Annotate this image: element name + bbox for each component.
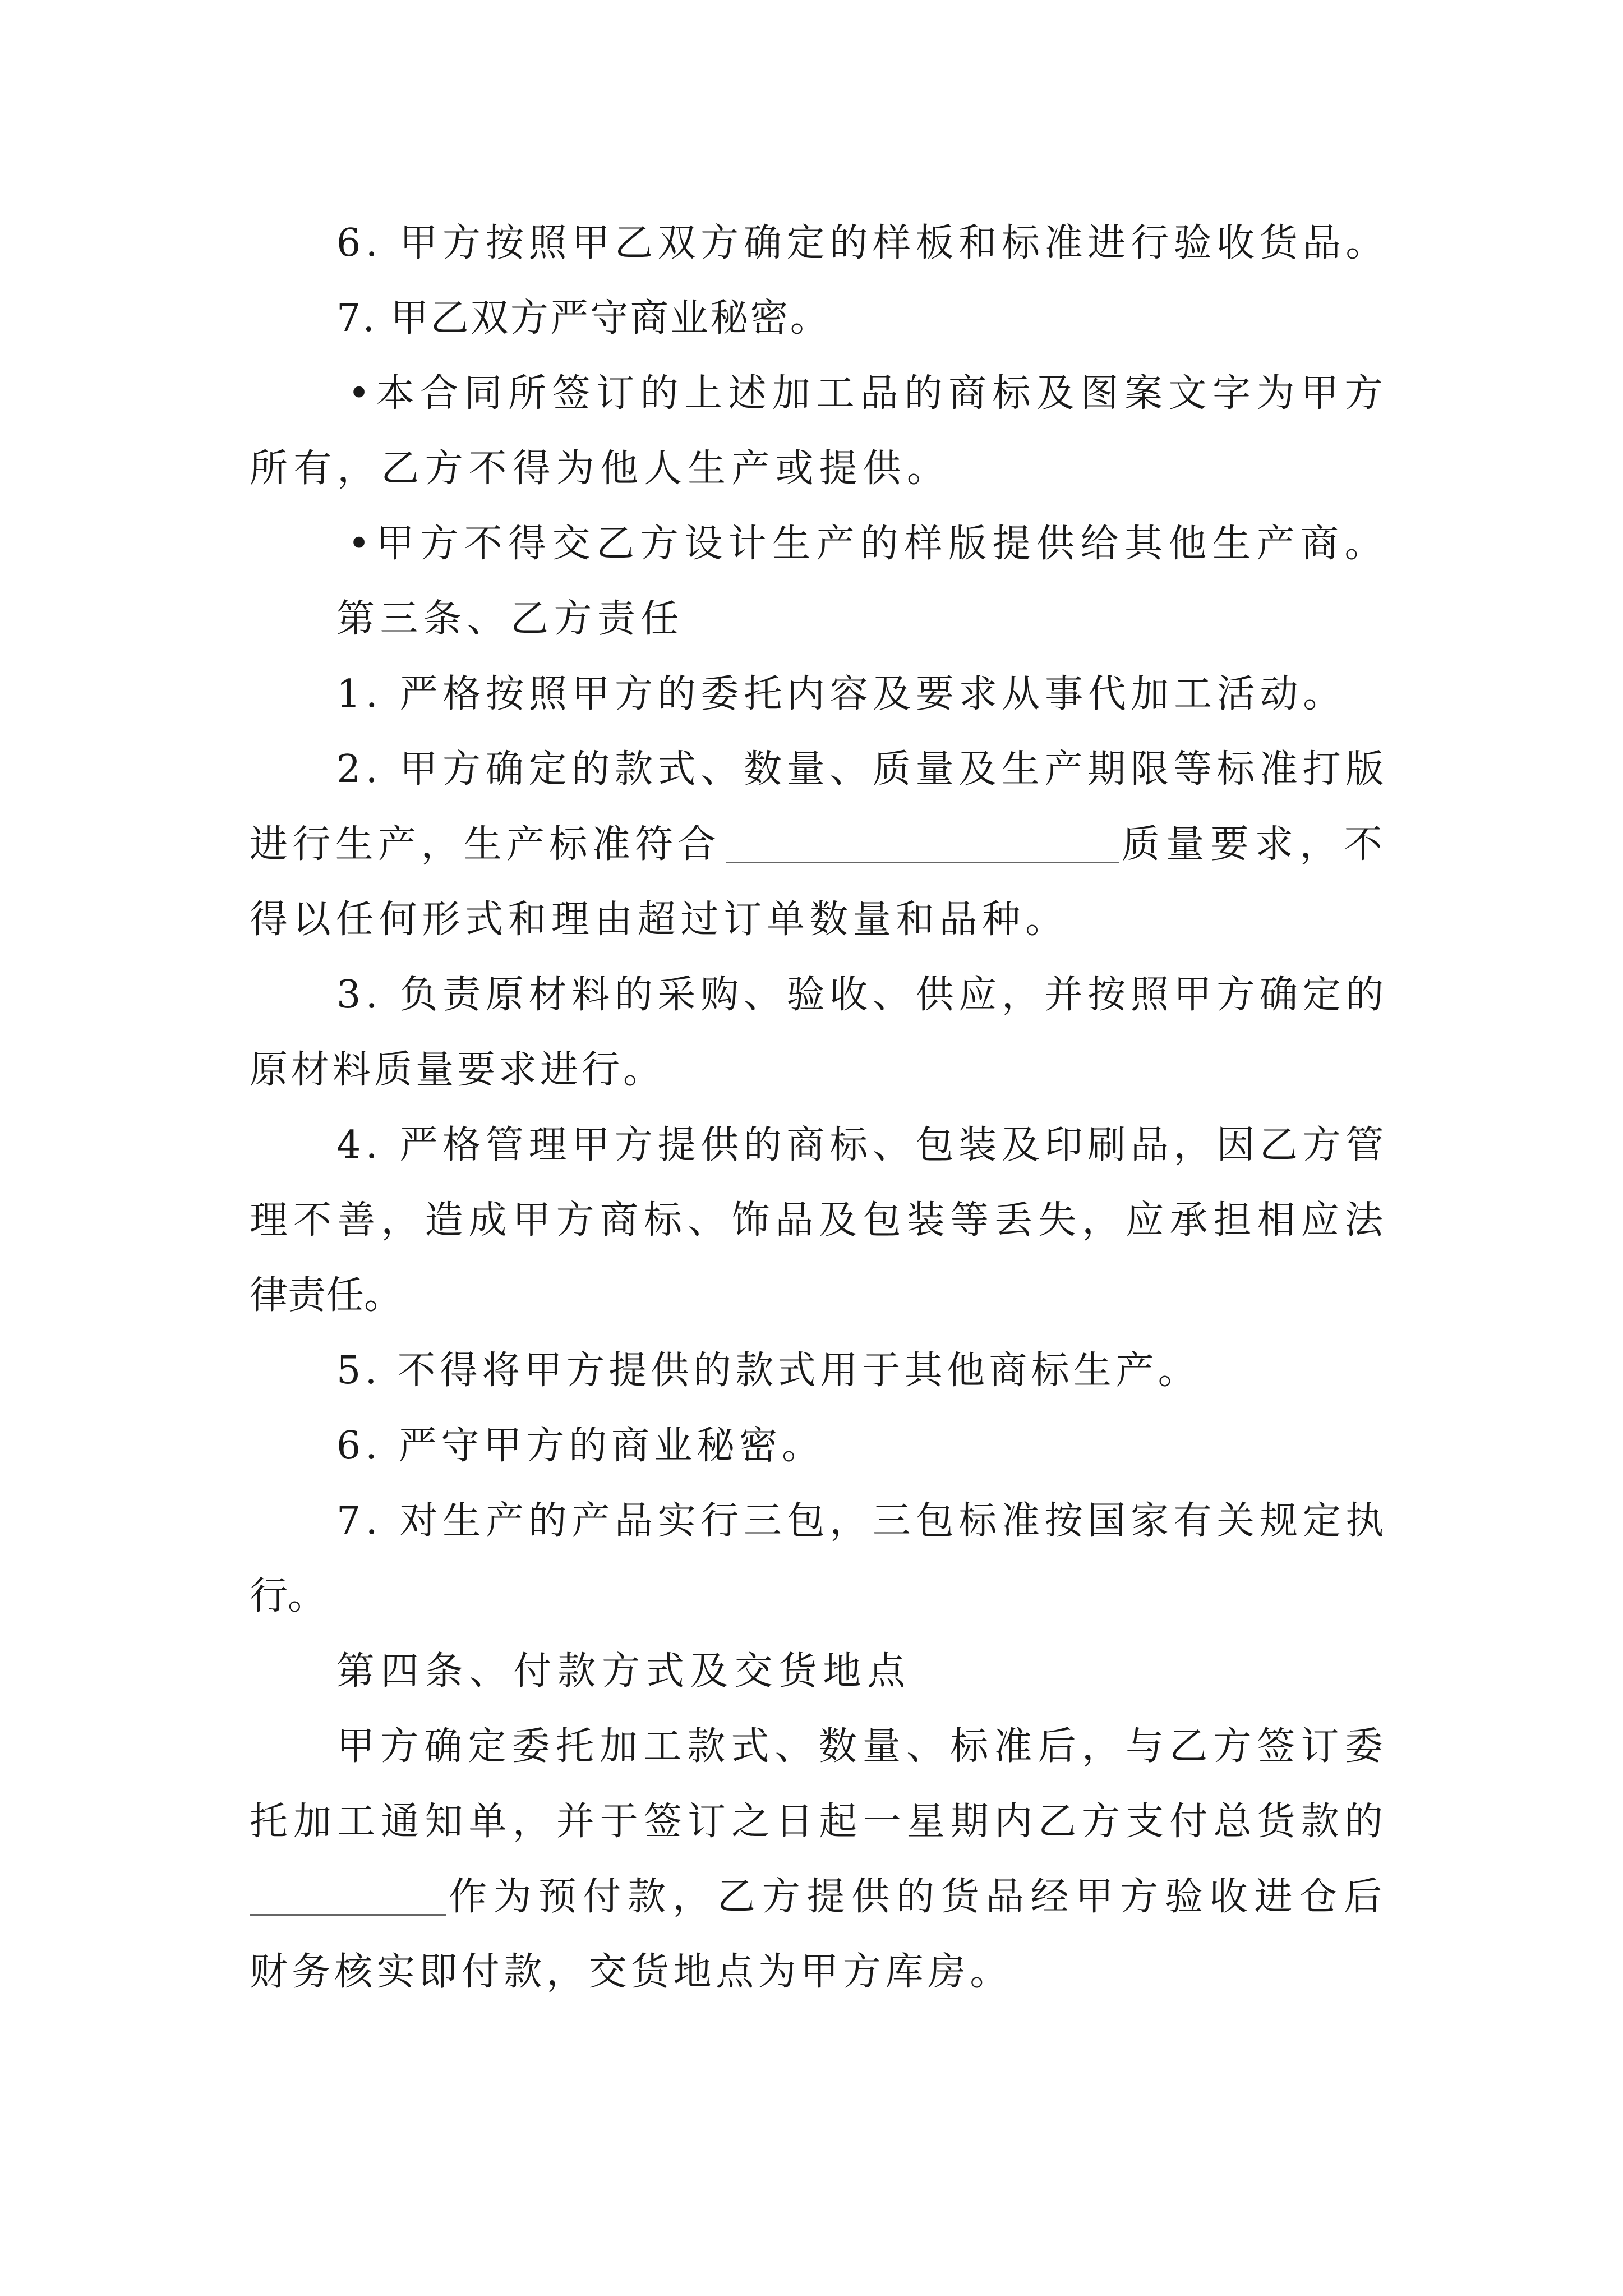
party-b-clause-3-cont: 原材料质量要求进行。 [250,1048,665,1092]
clause-line [0,1939,1623,2006]
party-b-clause-2-end: 得以任何形式和理由超过订单数量和品种。 [250,898,1068,942]
section-heading [0,1638,1623,1705]
prepayment-ratio-blank [250,1880,446,1916]
payment-terms: 甲方确定委托加工款式、数量、标准后，与乙方签订委 [336,1724,1389,1769]
party-b-clause-3: 3. 负责原材料的采购、验收、供应，并按照甲方确定的 [336,973,1389,1017]
clause-line [0,1713,1623,1780]
party-b-clause-1: 1. 严格按照甲方的委托内容及要求从事代加工活动。 [336,672,1346,716]
party-b-clause-7: 7. 对生产的产品实行三包，三包标准按国家有关规定执 [336,1499,1389,1543]
clause-line [0,360,1623,427]
clause-line [0,1337,1623,1405]
clause-line [0,1788,1623,1856]
bullet-trademark-ownership: •本合同所签订的上述加工品的商标及图案文字为甲方 [348,371,1389,416]
party-b-clause-2-cont-tail: 质量要求，不 [1122,822,1389,867]
article-4-heading: 第四条、付款方式及交货地点 [336,1649,911,1694]
party-b-clause-6: 6. 严守甲方的商业秘密。 [336,1424,824,1468]
bullet-sample-restriction: •甲方不得交乙方设计生产的样版提供给其他生产商。 [348,522,1389,566]
section-heading [0,586,1623,653]
clause-line [0,1187,1623,1254]
payment-terms-cont-2: 作为预付款，乙方提供的货品经甲方验收进仓后 [449,1875,1389,1919]
clause-line [0,210,1623,277]
party-b-clause-5: 5. 不得将甲方提供的款式用于其他商标生产。 [336,1349,1200,1393]
quality-standard-blank [726,828,1119,863]
clause-line [0,1488,1623,1555]
clause-line [0,736,1623,803]
party-a-clause-6: 6. 甲方按照甲乙双方确定的样板和标准进行验收货品。 [336,221,1389,265]
party-b-clause-2-cont: 进行生产，生产标准符合 [250,822,721,867]
clause-line [0,886,1623,954]
payment-terms-cont: 托加工通知单，并于签订之日起一星期内乙方支付总货款的 [250,1800,1389,1844]
clause-line [0,1412,1623,1480]
clause-line [0,661,1623,728]
clause-line [0,510,1623,578]
clause-line [0,811,1623,878]
party-b-clause-4-end: 律责任。 [250,1273,403,1318]
party-b-clause-7-cont: 行。 [250,1574,326,1618]
bullet-trademark-ownership-cont: 所有，乙方不得为他人生产或提供。 [250,447,951,491]
article-3-heading: 第三条、乙方责任 [336,597,684,641]
clause-line [0,1563,1623,1630]
payment-terms-end: 财务核实即付款，交货地点为甲方库房。 [250,1950,1012,1994]
party-b-clause-4: 4. 严格管理甲方提供的商标、包装及印刷品，因乙方管 [336,1123,1389,1167]
clause-line [0,435,1623,503]
clause-line [0,1112,1623,1179]
party-b-clause-4-cont: 理不善，造成甲方商标、饰品及包装等丢失，应承担相应法 [250,1198,1389,1243]
clause-line [0,1037,1623,1104]
clause-line [0,1262,1623,1329]
clause-line [0,961,1623,1029]
party-b-clause-2: 2. 甲方确定的款式、数量、质量及生产期限等标准打版 [336,747,1389,792]
clause-line [0,285,1623,352]
party-a-clause-7: 7. 甲乙双方严守商业秘密。 [336,296,830,341]
clause-line [0,1864,1623,1931]
